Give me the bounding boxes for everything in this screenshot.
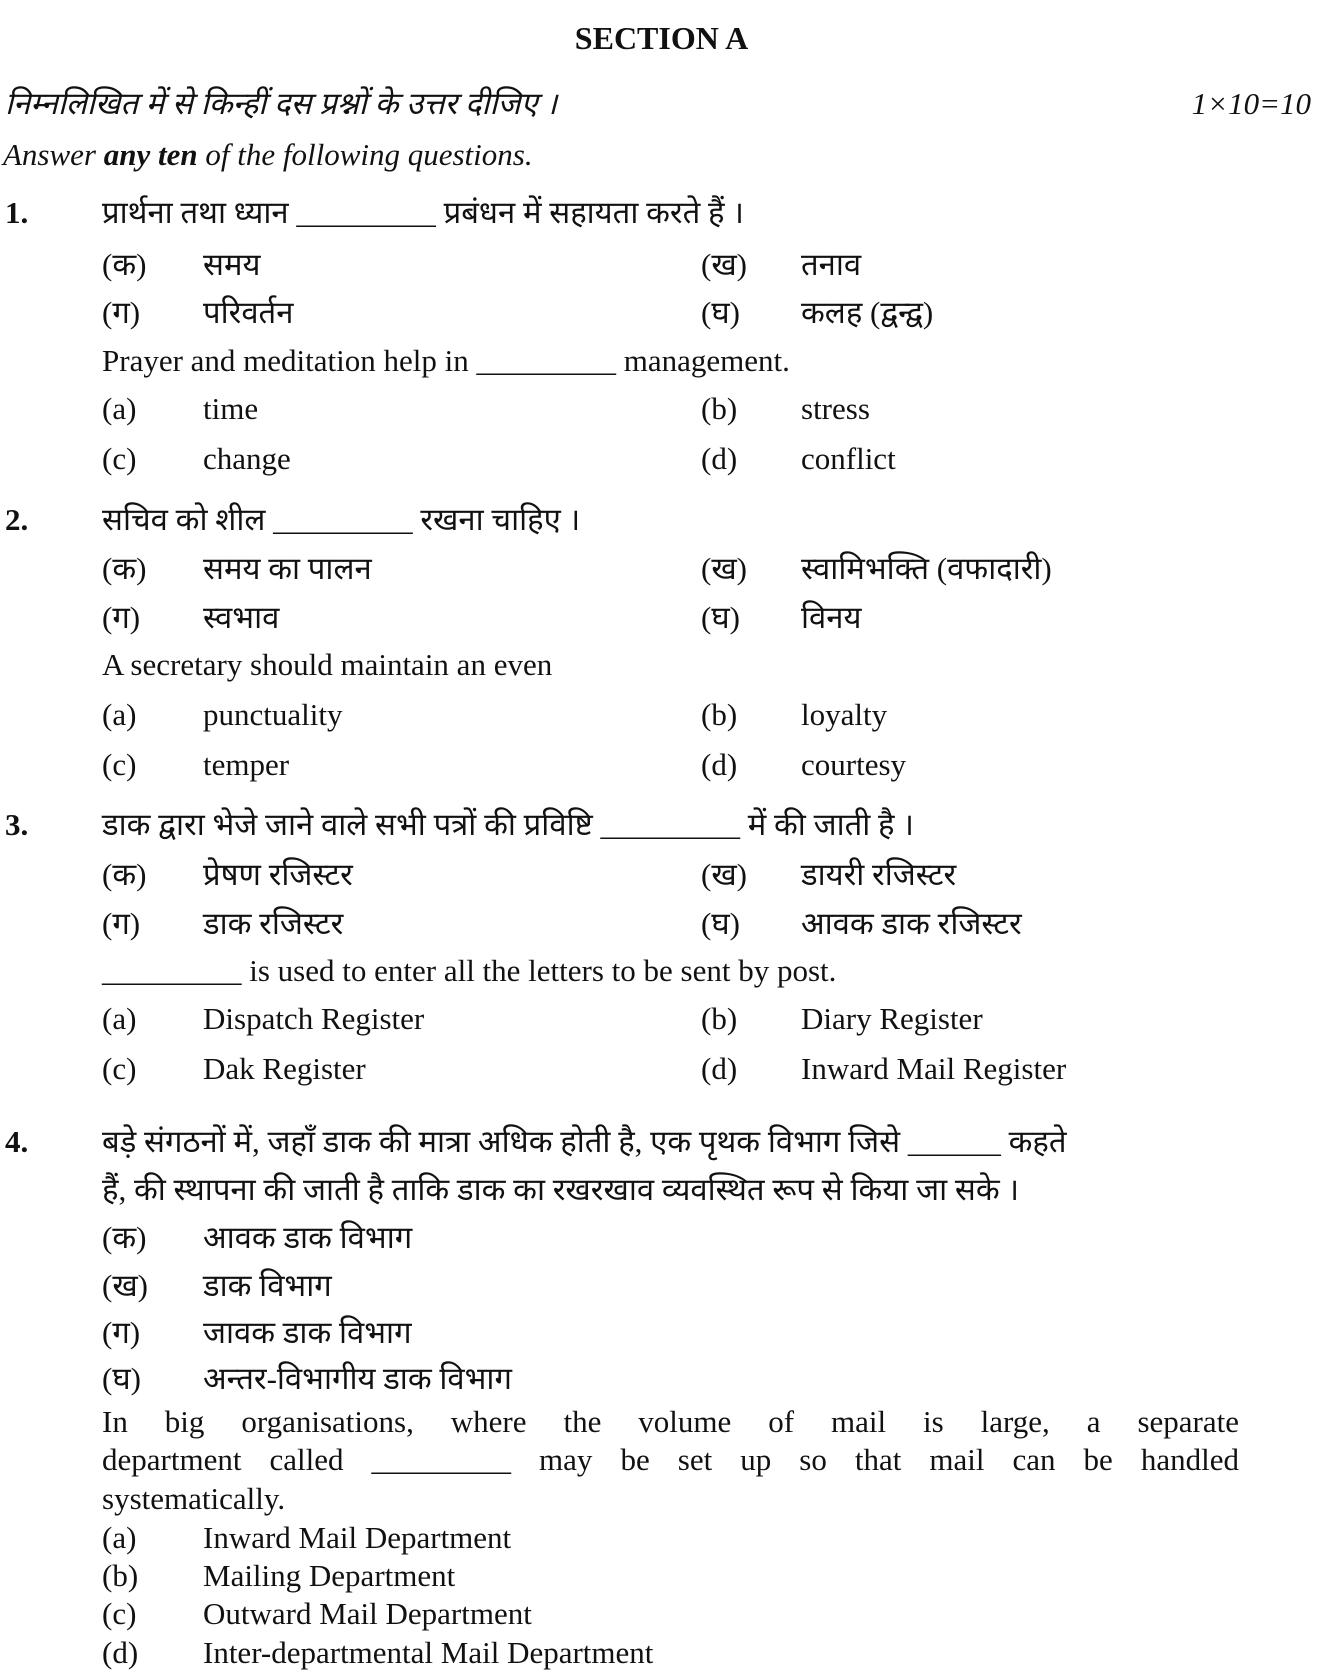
question-english: department called _________ may be set up so that mail can be handled bbox=[102, 1442, 1239, 1477]
option-text: कलह (द्वन्द्व) bbox=[801, 295, 934, 330]
question-hindi: बड़े संगठनों में, जहाँ डाक की मात्रा अधिक होती है, एक पृथक विभाग जिसे ______ कहते bbox=[102, 1124, 1067, 1159]
option-label: (d) bbox=[701, 747, 738, 782]
option-label: (ख) bbox=[701, 551, 748, 586]
option-text: स्वामिभक्ति (वफादारी) bbox=[801, 551, 1052, 586]
option-label: (घ) bbox=[701, 906, 740, 941]
option-label: (d) bbox=[102, 1635, 139, 1670]
question-number: 1. bbox=[5, 195, 29, 230]
option-label: (ग) bbox=[102, 1315, 141, 1350]
option-text: विनय bbox=[801, 600, 862, 635]
question-number: 3. bbox=[5, 807, 29, 842]
option-label: (ख) bbox=[102, 1268, 149, 1303]
option-text: Inward Mail Department bbox=[203, 1520, 512, 1555]
option-label: (b) bbox=[701, 697, 738, 732]
option-text: temper bbox=[203, 747, 290, 782]
option-text: डायरी रजिस्टर bbox=[801, 857, 957, 892]
option-label: (a) bbox=[102, 1001, 137, 1036]
option-label: (c) bbox=[102, 1051, 137, 1086]
option-text: डाक विभाग bbox=[203, 1268, 332, 1303]
option-text: आवक डाक रजिस्टर bbox=[801, 906, 1022, 941]
option-text: Diary Register bbox=[801, 1001, 983, 1036]
option-text: समय का पालन bbox=[203, 551, 372, 586]
option-label: (ख) bbox=[701, 857, 748, 892]
instruction-english bbox=[3, 137, 533, 173]
option-label: (क) bbox=[102, 857, 147, 892]
option-text: तनाव bbox=[801, 247, 862, 282]
option-label: (ख) bbox=[701, 247, 748, 282]
option-label: (क) bbox=[102, 551, 147, 586]
question-hindi: सचिव को शील _________ रखना चाहिए । bbox=[102, 502, 581, 537]
option-label: (घ) bbox=[102, 1361, 141, 1396]
question-english: Prayer and meditation help in _________ management. bbox=[102, 343, 790, 378]
option-label: (d) bbox=[701, 1051, 738, 1086]
option-text: डाक रजिस्टर bbox=[203, 906, 344, 941]
option-text: आवक डाक विभाग bbox=[203, 1220, 413, 1255]
question-hindi: हैं, की स्थापना की जाती है ताकि डाक का रखरखाव व्यवस्थित रूप से किया जा सके । bbox=[102, 1172, 1020, 1207]
instruction-post: of the following questions. bbox=[197, 137, 533, 172]
question-english: _________ is used to enter all the letters to be sent by post. bbox=[102, 953, 837, 988]
option-label: (d) bbox=[701, 441, 738, 476]
option-text: punctuality bbox=[203, 697, 343, 732]
option-label: (ग) bbox=[102, 906, 141, 941]
option-text: courtesy bbox=[801, 747, 907, 782]
option-label: (a) bbox=[102, 391, 137, 426]
option-text: time bbox=[203, 391, 259, 426]
option-label: (घ) bbox=[701, 295, 740, 330]
option-label: (ग) bbox=[102, 600, 141, 635]
option-label: (b) bbox=[701, 391, 738, 426]
option-text: Dispatch Register bbox=[203, 1001, 425, 1036]
option-text: Dak Register bbox=[203, 1051, 366, 1086]
option-label: (b) bbox=[102, 1558, 139, 1593]
option-label: (c) bbox=[102, 441, 137, 476]
option-label: (c) bbox=[102, 1596, 137, 1631]
option-label: (c) bbox=[102, 747, 137, 782]
option-text: stress bbox=[801, 391, 870, 426]
option-label: (घ) bbox=[701, 600, 740, 635]
option-text: Inward Mail Register bbox=[801, 1051, 1067, 1086]
question-english: systematically. bbox=[102, 1481, 286, 1516]
option-text: Mailing Department bbox=[203, 1558, 456, 1593]
option-text: Inter-departmental Mail Department bbox=[203, 1635, 654, 1670]
option-label: (क) bbox=[102, 247, 147, 282]
question-hindi: डाक द्वारा भेजे जाने वाले सभी पत्रों की प्रविष्टि _________ में की जाती है । bbox=[102, 807, 915, 842]
instruction-bold: any ten bbox=[103, 137, 198, 172]
instruction-hindi: निम्नलिखित में से किन्हीं दस प्रश्नों के उत्तर दीजिए । bbox=[5, 86, 558, 121]
option-text: समय bbox=[203, 247, 261, 282]
question-number: 4. bbox=[5, 1124, 29, 1159]
option-label: (a) bbox=[102, 1520, 137, 1555]
option-text: जावक डाक विभाग bbox=[203, 1315, 412, 1350]
option-label: (a) bbox=[102, 697, 137, 732]
question-hindi: प्रार्थना तथा ध्यान _________ प्रबंधन में सहायता करते हैं । bbox=[102, 195, 744, 230]
option-text: अन्तर-विभागीय डाक विभाग bbox=[203, 1361, 512, 1396]
option-text: change bbox=[203, 441, 291, 476]
option-label: (ग) bbox=[102, 295, 141, 330]
section-title: SECTION A bbox=[574, 20, 749, 56]
question-number: 2. bbox=[5, 502, 29, 537]
option-text: प्रेषण रजिस्टर bbox=[203, 857, 353, 892]
option-text: Outward Mail Department bbox=[203, 1596, 532, 1631]
option-label: (b) bbox=[701, 1001, 738, 1036]
question-english: A secretary should maintain an even bbox=[102, 647, 553, 682]
option-text: loyalty bbox=[801, 697, 888, 732]
marks: 1×10=10 bbox=[1191, 86, 1311, 121]
option-label: (क) bbox=[102, 1220, 147, 1255]
option-text: conflict bbox=[801, 441, 896, 476]
option-text: स्वभाव bbox=[203, 600, 280, 635]
question-english: In big organisations, where the volume of mail is large, a separate bbox=[102, 1404, 1239, 1439]
option-text: परिवर्तन bbox=[203, 295, 294, 330]
instruction-pre: Answer bbox=[3, 137, 104, 172]
